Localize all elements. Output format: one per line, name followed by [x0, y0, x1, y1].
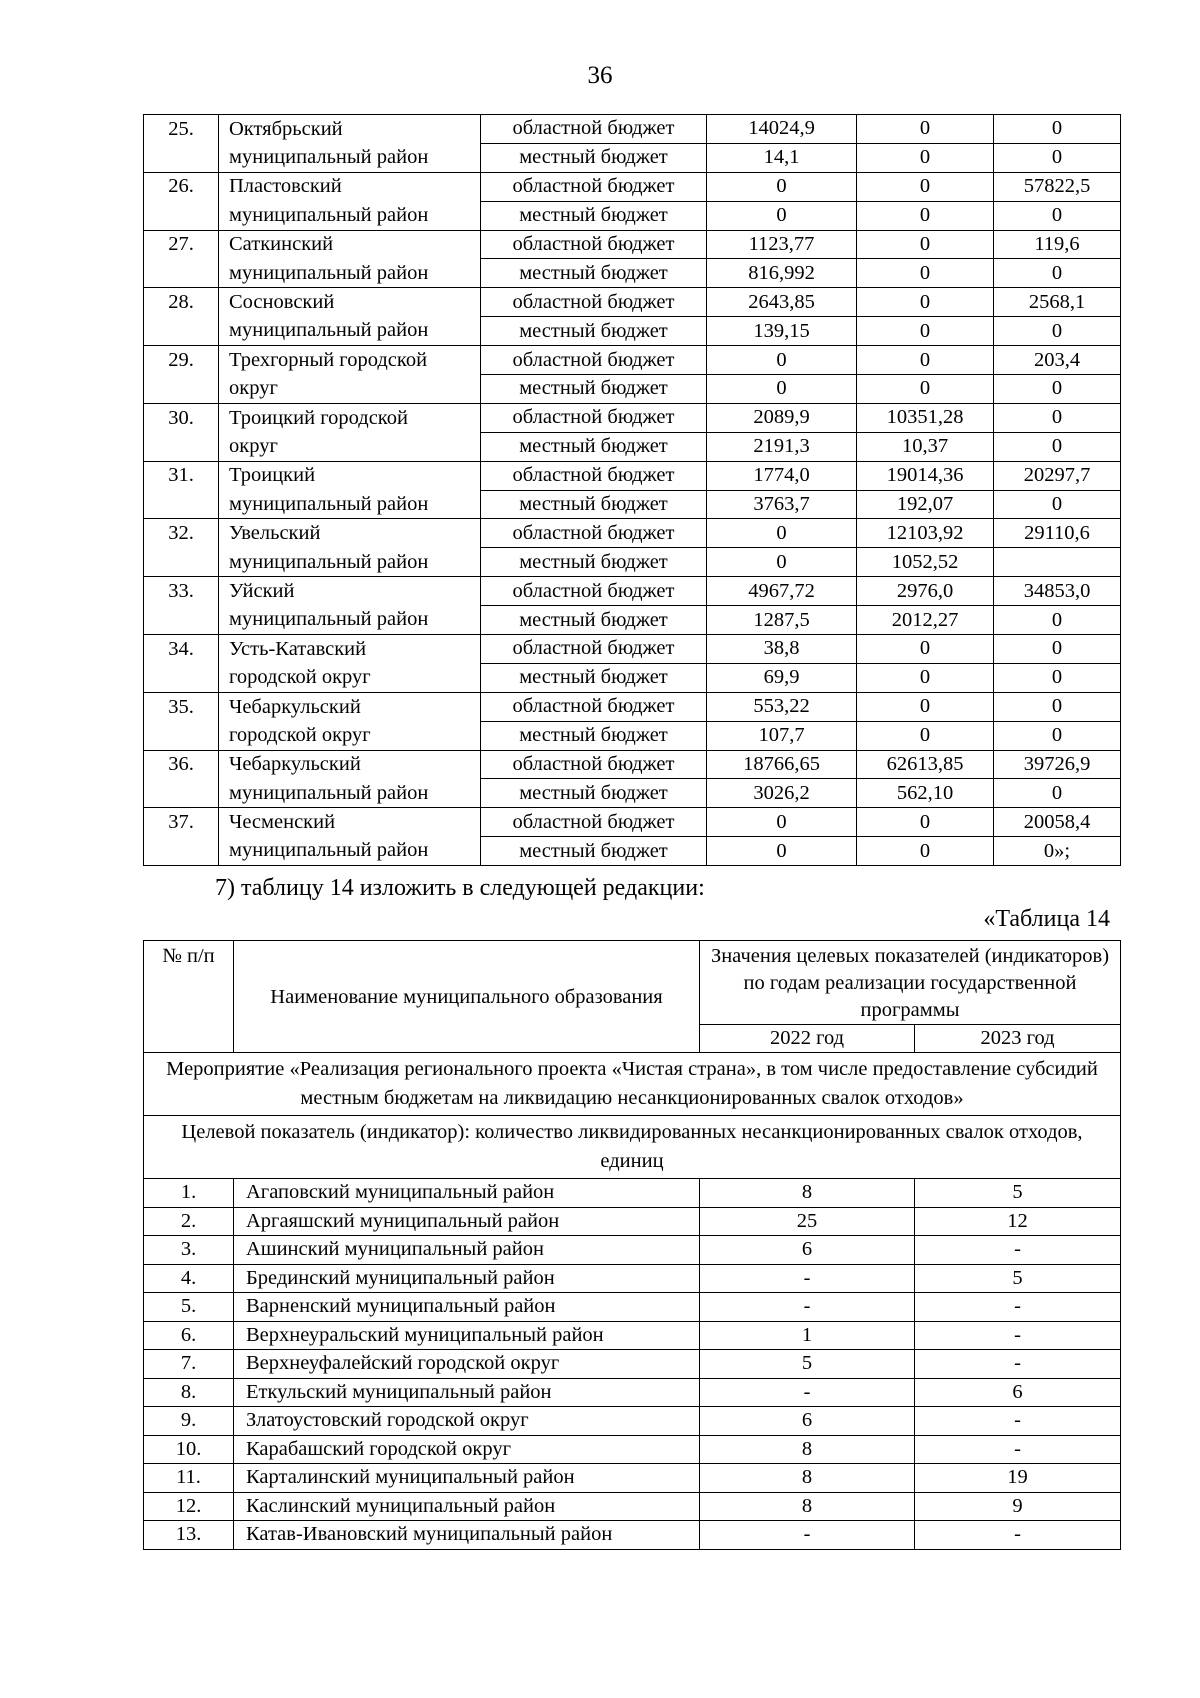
indicator-data-row — [144, 1236, 1121, 1265]
row-number: 7. — [144, 1350, 234, 1379]
value-col-2: 0 — [857, 692, 994, 721]
row-number: 5. — [144, 1293, 234, 1322]
municipality-name: Сосновский — [219, 288, 481, 317]
budget-source: местный бюджет — [481, 317, 707, 346]
budget-source: областной бюджет — [481, 288, 707, 317]
municipality-name-cont: муниципальный район — [219, 606, 481, 635]
indicator-data-row — [144, 1264, 1121, 1293]
value-col-3: 0 — [994, 375, 1121, 404]
value-col-3: 34853,0 — [994, 577, 1121, 606]
value-col-3: 0 — [994, 317, 1121, 346]
row-number: 25. — [144, 115, 219, 144]
budget-table — [143, 114, 1121, 866]
value-2022: 1 — [700, 1321, 915, 1350]
row-number: 26. — [144, 172, 219, 201]
row-number-empty — [144, 375, 219, 404]
value-col-1: 0 — [707, 837, 857, 866]
value-col-2: 0 — [857, 346, 994, 375]
budget-row — [144, 519, 1121, 548]
budget-row — [144, 721, 1121, 750]
value-col-2: 2976,0 — [857, 577, 994, 606]
municipality-name: Златоустовский городской округ — [234, 1407, 700, 1436]
value-2023: 12 — [915, 1207, 1121, 1236]
indicator-data-row — [144, 1350, 1121, 1379]
value-2023: 9 — [915, 1492, 1121, 1521]
value-col-2: 0 — [857, 201, 994, 230]
value-col-1: 1774,0 — [707, 461, 857, 490]
row-number-empty — [144, 721, 219, 750]
value-2022: - — [700, 1293, 915, 1322]
value-col-3: 29110,6 — [994, 519, 1121, 548]
value-2022: 8 — [700, 1435, 915, 1464]
budget-row — [144, 230, 1121, 259]
row-number-empty — [144, 837, 219, 866]
indicator-data-row — [144, 1321, 1121, 1350]
indicator-data-row — [144, 1293, 1121, 1322]
value-col-2: 0 — [857, 288, 994, 317]
budget-row — [144, 606, 1121, 635]
row-number: 33. — [144, 577, 219, 606]
value-2022: - — [700, 1378, 915, 1407]
budget-source: областной бюджет — [481, 230, 707, 259]
value-2023: - — [915, 1435, 1121, 1464]
value-col-1: 3763,7 — [707, 490, 857, 519]
budget-row — [144, 692, 1121, 721]
value-col-3: 0 — [994, 115, 1121, 144]
budget-source: областной бюджет — [481, 577, 707, 606]
value-col-3: 203,4 — [994, 346, 1121, 375]
municipality-name: Чебаркульский — [219, 692, 481, 721]
budget-row — [144, 461, 1121, 490]
value-2023: 6 — [915, 1378, 1121, 1407]
value-col-3: 0»; — [994, 837, 1121, 866]
value-2023: 5 — [915, 1179, 1121, 1208]
municipality-name: Чесменский — [219, 808, 481, 837]
row-number: 8. — [144, 1378, 234, 1407]
budget-source: областной бюджет — [481, 172, 707, 201]
value-col-3: 119,6 — [994, 230, 1121, 259]
budget-row — [144, 259, 1121, 288]
budget-source: областной бюджет — [481, 346, 707, 375]
value-col-3: 0 — [994, 403, 1121, 432]
value-col-1: 69,9 — [707, 663, 857, 692]
budget-row — [144, 143, 1121, 172]
row-number: 12. — [144, 1492, 234, 1521]
value-col-2: 562,10 — [857, 779, 994, 808]
value-2022: - — [700, 1521, 915, 1550]
budget-row — [144, 548, 1121, 577]
municipality-name: Уйский — [219, 577, 481, 606]
header-values-title: Значения целевых показателей (индикаторов) по годам реализации государственной программы — [700, 941, 1121, 1025]
value-col-1: 2089,9 — [707, 403, 857, 432]
budget-source: местный бюджет — [481, 837, 707, 866]
value-2022: 8 — [700, 1492, 915, 1521]
municipality-name: Чебаркульский — [219, 750, 481, 779]
value-col-2: 12103,92 — [857, 519, 994, 548]
indicator-text: Целевой показатель (индикатор): количество ликвидированных несанкционированных свалок отходов, единиц — [144, 1116, 1121, 1179]
value-2022: 25 — [700, 1207, 915, 1236]
municipality-name: Саткинский — [219, 230, 481, 259]
row-number-empty — [144, 432, 219, 461]
value-col-2: 0 — [857, 375, 994, 404]
budget-source: местный бюджет — [481, 548, 707, 577]
header-year-2023: 2023 год — [915, 1025, 1121, 1053]
value-col-2: 19014,36 — [857, 461, 994, 490]
value-col-1: 0 — [707, 519, 857, 548]
value-2022: 6 — [700, 1236, 915, 1265]
budget-row — [144, 635, 1121, 664]
value-2023: - — [915, 1321, 1121, 1350]
municipality-name: Усть-Катавский — [219, 635, 481, 664]
budget-row — [144, 346, 1121, 375]
row-number: 28. — [144, 288, 219, 317]
value-col-2: 0 — [857, 663, 994, 692]
value-col-1: 553,22 — [707, 692, 857, 721]
row-number-empty — [144, 317, 219, 346]
municipality-name: Брединский муниципальный район — [234, 1264, 700, 1293]
value-col-2: 0 — [857, 635, 994, 664]
municipality-name: Аргаяшский муниципальный район — [234, 1207, 700, 1236]
row-number: 30. — [144, 403, 219, 432]
budget-row — [144, 403, 1121, 432]
value-col-1: 139,15 — [707, 317, 857, 346]
municipality-name-cont: городской округ — [219, 721, 481, 750]
budget-source: местный бюджет — [481, 779, 707, 808]
municipality-name: Катав-Ивановский муниципальный район — [234, 1521, 700, 1550]
value-col-2: 0 — [857, 837, 994, 866]
row-number: 29. — [144, 346, 219, 375]
value-col-1: 107,7 — [707, 721, 857, 750]
value-col-2: 62613,85 — [857, 750, 994, 779]
budget-source: местный бюджет — [481, 143, 707, 172]
budget-source: местный бюджет — [481, 432, 707, 461]
budget-source: областной бюджет — [481, 635, 707, 664]
indicator-table — [143, 940, 1121, 1550]
row-number-empty — [144, 259, 219, 288]
value-col-3: 0 — [994, 635, 1121, 664]
budget-source: областной бюджет — [481, 692, 707, 721]
budget-row — [144, 577, 1121, 606]
indicator-data-row — [144, 1435, 1121, 1464]
value-col-2: 1052,52 — [857, 548, 994, 577]
budget-row — [144, 808, 1121, 837]
municipality-name: Троицкий городской — [219, 403, 481, 432]
value-col-1: 0 — [707, 548, 857, 577]
value-col-2: 0 — [857, 259, 994, 288]
value-col-2: 192,07 — [857, 490, 994, 519]
value-col-2: 0 — [857, 317, 994, 346]
municipality-name-cont: муниципальный район — [219, 317, 481, 346]
row-number-empty — [144, 490, 219, 519]
value-col-1: 1287,5 — [707, 606, 857, 635]
value-2023: 19 — [915, 1464, 1121, 1493]
municipality-name: Трехгорный городской — [219, 346, 481, 375]
value-col-2: 0 — [857, 115, 994, 144]
value-col-3: 0 — [994, 432, 1121, 461]
value-col-3: 0 — [994, 663, 1121, 692]
budget-row — [144, 375, 1121, 404]
value-col-2: 2012,27 — [857, 606, 994, 635]
value-col-3: 0 — [994, 692, 1121, 721]
municipality-name-cont: муниципальный район — [219, 779, 481, 808]
value-col-1: 14,1 — [707, 143, 857, 172]
budget-source: местный бюджет — [481, 375, 707, 404]
municipality-name-cont: муниципальный район — [219, 201, 481, 230]
row-number: 36. — [144, 750, 219, 779]
value-col-1: 2191,3 — [707, 432, 857, 461]
row-number-empty — [144, 143, 219, 172]
budget-row — [144, 750, 1121, 779]
header-year-2022: 2022 год — [700, 1025, 915, 1053]
row-number: 32. — [144, 519, 219, 548]
row-number-empty — [144, 201, 219, 230]
municipality-name-cont: округ — [219, 375, 481, 404]
budget-source: местный бюджет — [481, 663, 707, 692]
value-col-3: 57822,5 — [994, 172, 1121, 201]
row-number: 35. — [144, 692, 219, 721]
budget-source: областной бюджет — [481, 461, 707, 490]
row-number: 9. — [144, 1407, 234, 1436]
municipality-name: Верхнеуральский муниципальный район — [234, 1321, 700, 1350]
value-col-1: 0 — [707, 346, 857, 375]
budget-source: областной бюджет — [481, 403, 707, 432]
municipality-name-cont: округ — [219, 432, 481, 461]
budget-row — [144, 490, 1121, 519]
value-col-1: 3026,2 — [707, 779, 857, 808]
value-2022: 5 — [700, 1350, 915, 1379]
row-number: 3. — [144, 1236, 234, 1265]
budget-source: областной бюджет — [481, 115, 707, 144]
row-number: 11. — [144, 1464, 234, 1493]
value-col-3 — [994, 548, 1121, 577]
value-2023: - — [915, 1236, 1121, 1265]
value-col-2: 10351,28 — [857, 403, 994, 432]
value-col-1: 14024,9 — [707, 115, 857, 144]
value-col-1: 4967,72 — [707, 577, 857, 606]
event-text: Мероприятие «Реализация регионального проекта «Чистая страна», в том числе предоставление субсидий местным бюджетам на ликвидацию несанкционированных свалок отходов» — [144, 1053, 1121, 1116]
indicator-data-row — [144, 1378, 1121, 1407]
budget-row — [144, 779, 1121, 808]
row-number-empty — [144, 606, 219, 635]
budget-source: областной бюджет — [481, 519, 707, 548]
municipality-name-cont: муниципальный район — [219, 837, 481, 866]
indicator-data-row — [144, 1207, 1121, 1236]
municipality-name-cont: муниципальный район — [219, 548, 481, 577]
value-2022: - — [700, 1264, 915, 1293]
municipality-name: Увельский — [219, 519, 481, 548]
budget-row — [144, 663, 1121, 692]
page-number: 36 — [587, 62, 613, 89]
value-col-3: 0 — [994, 490, 1121, 519]
budget-row — [144, 172, 1121, 201]
municipality-name: Карталинский муниципальный район — [234, 1464, 700, 1493]
table-header-row — [144, 941, 1121, 1025]
value-col-2: 0 — [857, 230, 994, 259]
value-col-3: 0 — [994, 779, 1121, 808]
value-2022: 6 — [700, 1407, 915, 1436]
table-caption: «Таблица 14 — [983, 906, 1110, 932]
budget-source: местный бюджет — [481, 721, 707, 750]
row-number: 4. — [144, 1264, 234, 1293]
budget-source: местный бюджет — [481, 490, 707, 519]
budget-row — [144, 317, 1121, 346]
indicator-data-row — [144, 1179, 1121, 1208]
event-row — [144, 1053, 1121, 1116]
value-col-3: 2568,1 — [994, 288, 1121, 317]
budget-row — [144, 837, 1121, 866]
value-col-3: 0 — [994, 721, 1121, 750]
municipality-name: Карабашский городской округ — [234, 1435, 700, 1464]
value-2023: - — [915, 1521, 1121, 1550]
value-col-3: 20058,4 — [994, 808, 1121, 837]
value-2023: - — [915, 1293, 1121, 1322]
municipality-name: Троицкий — [219, 461, 481, 490]
value-col-2: 0 — [857, 721, 994, 750]
indicator-data-row — [144, 1407, 1121, 1436]
municipality-name-cont: муниципальный район — [219, 490, 481, 519]
municipality-name-cont: городской округ — [219, 663, 481, 692]
row-number: 13. — [144, 1521, 234, 1550]
budget-source: областной бюджет — [481, 750, 707, 779]
indicator-data-row — [144, 1492, 1121, 1521]
row-number: 10. — [144, 1435, 234, 1464]
indicator-data-row — [144, 1464, 1121, 1493]
value-col-3: 20297,7 — [994, 461, 1121, 490]
municipality-name: Пластовский — [219, 172, 481, 201]
budget-row — [144, 115, 1121, 144]
municipality-name: Еткульский муниципальный район — [234, 1378, 700, 1407]
value-col-1: 0 — [707, 808, 857, 837]
municipality-name: Варненский муниципальный район — [234, 1293, 700, 1322]
value-col-2: 10,37 — [857, 432, 994, 461]
budget-source: местный бюджет — [481, 259, 707, 288]
municipality-name-cont: муниципальный район — [219, 143, 481, 172]
budget-row — [144, 288, 1121, 317]
value-col-1: 816,992 — [707, 259, 857, 288]
value-col-3: 0 — [994, 201, 1121, 230]
budget-source: местный бюджет — [481, 606, 707, 635]
budget-row — [144, 201, 1121, 230]
row-number: 31. — [144, 461, 219, 490]
row-number-empty — [144, 779, 219, 808]
row-number-empty — [144, 548, 219, 577]
municipality-name: Октябрьский — [219, 115, 481, 144]
row-number: 37. — [144, 808, 219, 837]
value-col-1: 1123,77 — [707, 230, 857, 259]
value-2023: - — [915, 1350, 1121, 1379]
budget-source: областной бюджет — [481, 808, 707, 837]
municipality-name: Каслинский муниципальный район — [234, 1492, 700, 1521]
municipality-name: Верхнеуфалейский городской округ — [234, 1350, 700, 1379]
value-col-2: 0 — [857, 808, 994, 837]
value-col-3: 0 — [994, 606, 1121, 635]
value-2023: 5 — [915, 1264, 1121, 1293]
row-number: 27. — [144, 230, 219, 259]
value-col-1: 0 — [707, 172, 857, 201]
header-name: Наименование муниципального образования — [234, 941, 700, 1053]
value-2023: - — [915, 1407, 1121, 1436]
row-number: 1. — [144, 1179, 234, 1208]
value-col-1: 18766,65 — [707, 750, 857, 779]
value-col-2: 0 — [857, 143, 994, 172]
indicator-data-row — [144, 1521, 1121, 1550]
budget-source: местный бюджет — [481, 201, 707, 230]
row-number: 6. — [144, 1321, 234, 1350]
value-col-1: 0 — [707, 201, 857, 230]
row-number-empty — [144, 663, 219, 692]
value-col-1: 38,8 — [707, 635, 857, 664]
value-col-3: 0 — [994, 143, 1121, 172]
municipality-name: Ашинский муниципальный район — [234, 1236, 700, 1265]
value-col-1: 2643,85 — [707, 288, 857, 317]
row-number: 2. — [144, 1207, 234, 1236]
value-col-2: 0 — [857, 172, 994, 201]
municipality-name-cont: муниципальный район — [219, 259, 481, 288]
value-col-1: 0 — [707, 375, 857, 404]
budget-row — [144, 432, 1121, 461]
value-col-3: 0 — [994, 259, 1121, 288]
row-number: 34. — [144, 635, 219, 664]
value-2022: 8 — [700, 1179, 915, 1208]
municipality-name: Агаповский муниципальный район — [234, 1179, 700, 1208]
header-num: № п/п — [144, 941, 234, 1053]
value-2022: 8 — [700, 1464, 915, 1493]
value-col-3: 39726,9 — [994, 750, 1121, 779]
indicator-row — [144, 1116, 1121, 1179]
intro-text: 7) таблицу 14 изложить в следующей редакции: — [215, 875, 705, 901]
